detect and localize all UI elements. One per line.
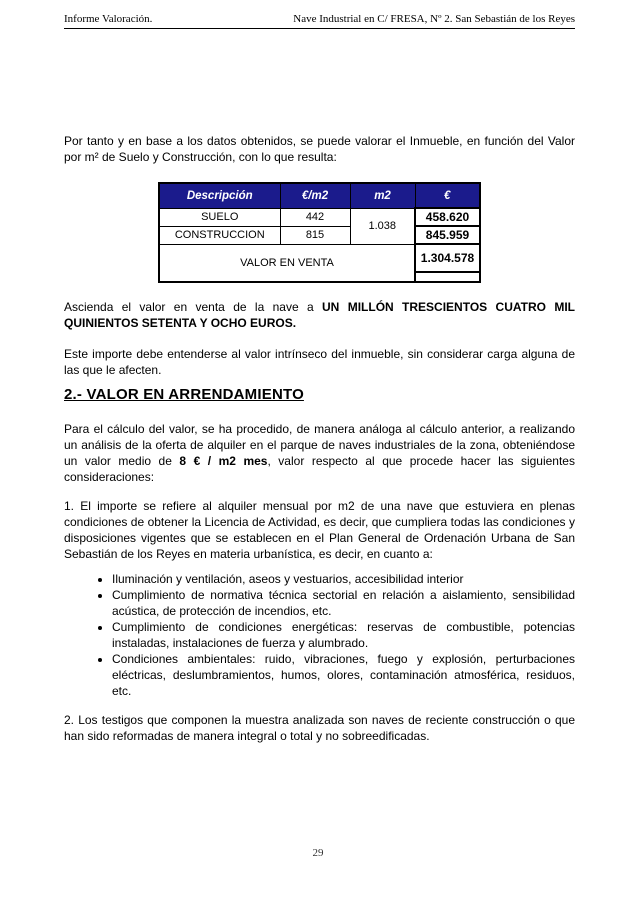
cell-suelo: SUELO <box>159 208 280 226</box>
col-header-m2: m2 <box>350 183 415 208</box>
page-content <box>64 133 575 744</box>
cell-construccion-total: 845.959 <box>415 226 480 244</box>
table-row <box>159 208 480 226</box>
header-right-title: Nave Industrial en C/ FRESA, Nº 2. San Sebastián de los Reyes <box>293 13 575 25</box>
sale-value-amount-words: UN MILLÓN TRESCIENTOS CUATRO MIL QUINIENTOS SETENTA Y OCHO EUROS. <box>64 300 575 330</box>
conditions-bullet-list <box>64 571 575 699</box>
table-row <box>159 226 480 244</box>
page-header <box>64 13 575 29</box>
page-number: 29 <box>312 847 324 859</box>
col-header-eur-m2: €/m2 <box>280 183 350 208</box>
table-footer-row <box>159 244 480 272</box>
list-item: • Cumplimiento de normativa técnica sectorial en relación a aislamiento, sensibilidad acústica, de protección de incendios, etc. <box>112 587 575 619</box>
consideration-1-paragraph: 1. El importe se refiere al alquiler mensual por m2 de una nave que estuviera en plenas condiciones de obtener la Licencia de Actividad, es decir, que cumpliera todas las condiciones y disposiciones vigentes que se establecen en el Plan General de Ordenación Urbana de San Sebastián de los Reyes en materia urbanística, es decir, en cuanto a: <box>64 499 575 561</box>
table-header-row <box>159 183 480 208</box>
list-item: • Iluminación y ventilación, aseos y vestuarios, accesibilidad interior <box>112 571 575 587</box>
cell-suelo-eur-m2: 442 <box>280 208 350 226</box>
sale-value-text: Ascienda el valor en venta de la nave a <box>64 300 323 314</box>
section-heading-valor-en-arrendamiento: 2.- VALOR EN ARRENDAMIENTO <box>64 386 304 403</box>
cell-valor-en-venta-total: 1.304.578 <box>415 244 480 272</box>
cell-valor-en-venta-label: VALOR EN VENTA <box>159 244 415 282</box>
list-item: • Cumplimiento de condiciones energéticas: reservas de combustible, potencias instaladas, instalaciones de fuerza y alumbrado. <box>112 619 575 651</box>
page-footer <box>0 847 636 859</box>
sale-value-paragraph <box>64 299 575 331</box>
cell-m2-total: 1.038 <box>350 208 415 244</box>
rental-calc-pre: Para el cálculo del valor, se ha procedido, de manera análoga al cálculo anterior, a realizando un análisis de la oferta de alquiler en el parque de naves industriales de la zona, obteniéndose un valor medio de <box>64 422 575 468</box>
cell-suelo-total: 458.620 <box>415 208 480 226</box>
cell-construccion-eur-m2: 815 <box>280 226 350 244</box>
header-left-title: Informe Valoración. <box>64 13 153 25</box>
intrinsic-value-paragraph: Este importe debe entenderse al valor intrínseco del inmueble, sin considerar carga alguna de las que le afecten. <box>64 347 575 377</box>
rental-calc-post: , valor respecto al que procede hacer las siguientes consideraciones: <box>64 454 575 484</box>
rental-rate-value: 8 € / m2 mes <box>179 454 268 468</box>
intro-paragraph: Por tanto y en base a los datos obtenidos, se puede valorar el Inmueble, en función del Valor por m² de Suelo y Construcción, con lo que resulta: <box>64 134 575 164</box>
rental-calc-paragraph <box>64 421 575 485</box>
consideration-2-paragraph: 2. Los testigos que componen la muestra analizada son naves de reciente construcción o que han sido reformadas de manera integral o total y no sobreedificadas. <box>64 713 575 743</box>
cell-construccion: CONSTRUCCION <box>159 226 280 244</box>
col-header-eur: € <box>415 183 480 208</box>
col-header-descripcion: Descripción <box>159 183 280 208</box>
cell-empty <box>415 272 480 282</box>
valuation-table <box>158 182 481 283</box>
list-item: • Condiciones ambientales: ruido, vibraciones, fuego y explosión, perturbaciones eléctricas, deslumbramientos, humos, olores, contaminación atmosférica, residuos, etc. <box>112 651 575 699</box>
